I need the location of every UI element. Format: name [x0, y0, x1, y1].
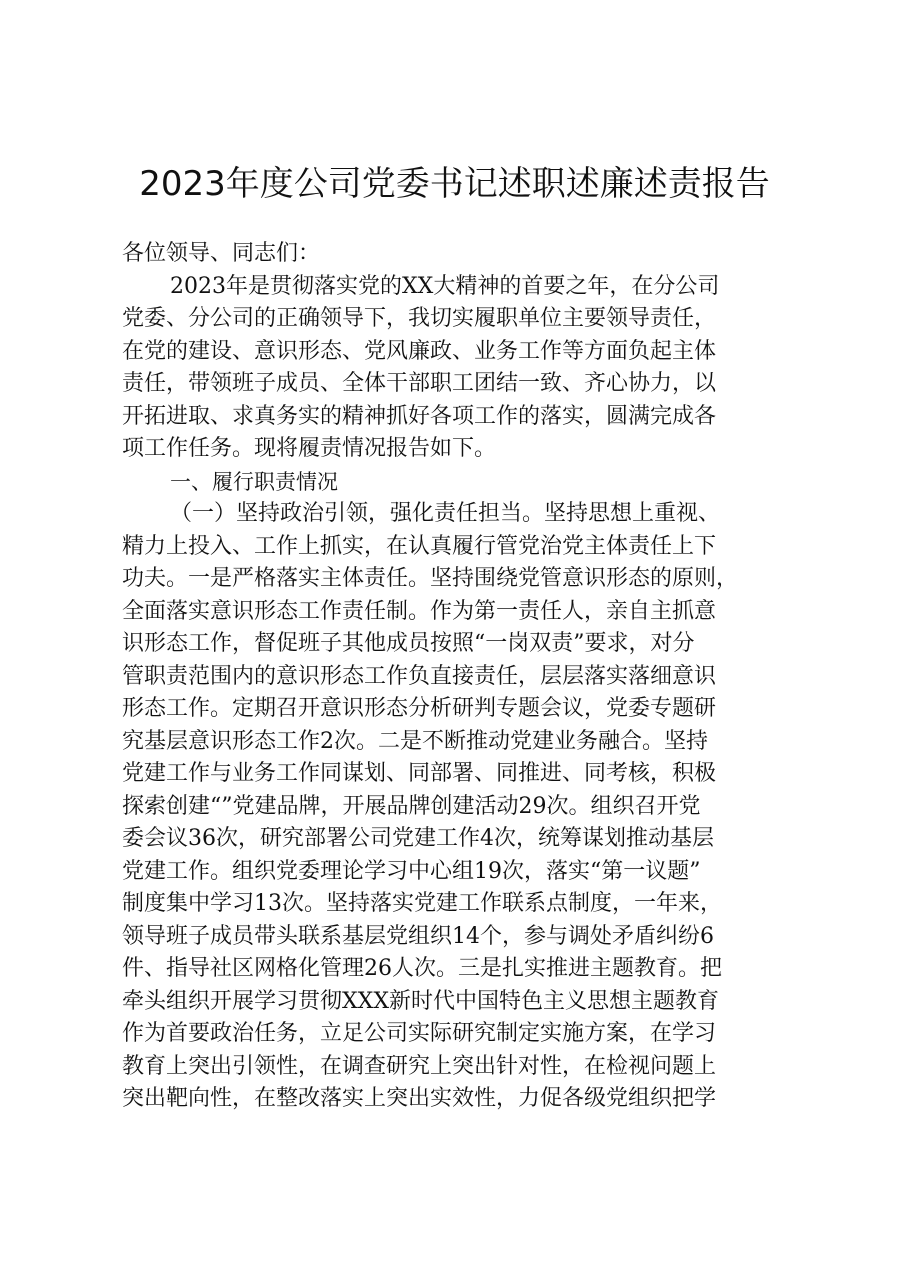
paragraph-line: 委会议36次，研究部署公司党建工作4次，统筹谋划推动基层	[122, 826, 714, 851]
paragraph-line: 制度集中学习13次。坚持落实党建工作联系点制度，一年来，	[122, 891, 722, 916]
paragraph-line: 项工作任务。现将履责情况报告如下。	[122, 436, 497, 461]
paragraph-line: 突出靶向性，在整改落实上突出实效性，力促各级党组织把学	[122, 1086, 717, 1111]
paragraph-line: 识形态工作，督促班子其他成员按照“一岗双责”要求，对分	[122, 631, 695, 656]
salutation: 各位领导、同志们：	[122, 241, 321, 266]
paragraph-line: 管职责范围内的意识形态工作负直接责任，层层落实落细意识	[122, 663, 717, 689]
paragraph-line: 全面落实意识形态工作责任制。作为第一责任人，亲自主抓意	[122, 598, 717, 624]
paragraph-line: 形态工作。定期召开意识形态分析研判专题会议，党委专题研	[122, 696, 717, 721]
paragraph-line: 究基层意识形态工作2次。二是不断推动党建业务融合。坚持	[122, 728, 708, 754]
paragraph-line: 党建工作与业务工作同谋划、同部署、同推进、同考核，积极	[122, 761, 717, 786]
paragraph-line: 责任，带领班子成员、全体干部职工团结一致、齐心协力，以	[122, 371, 717, 396]
paragraph-line: 作为首要政治任务，立足公司实际研究制定实施方案，在学习	[122, 1021, 717, 1046]
document-body	[122, 238, 802, 1116]
paragraph-line: 在党的建设、意识形态、党风廉政、业务工作等方面负起主体	[122, 338, 717, 364]
paragraph-line: 2023年是贯彻落实党的XX大精神的首要之年，在分公司	[170, 273, 720, 299]
section-heading: 一、履行职责情况	[170, 469, 338, 494]
paragraph-line: 党建工作。组织党委理论学习中心组19次，落实“第一议题”	[122, 858, 701, 884]
paragraph-line: 开拓进取、求真务实的精神抓好各项工作的落实，圆满完成各	[122, 403, 717, 429]
paragraph-line: 精力上投入、工作上抓实，在认真履行管党治党主体责任上下	[122, 533, 717, 559]
paragraph-line: 牵头组织开展学习贯彻XXX新时代中国特色主义思想主题教育	[122, 988, 719, 1014]
paragraph-line: 探索创建“”党建品牌，开展品牌创建活动29次。组织召开党	[122, 793, 701, 819]
document-title: 2023年度公司党委书记述职述廉述责报告	[139, 164, 770, 204]
paragraph-line: 件、指导社区网格化管理26人次。三是扎实推进主题教育。把	[122, 956, 722, 981]
paragraph-line: 教育上突出引领性，在调查研究上突出针对性，在检视问题上	[122, 1053, 717, 1079]
paragraph-line: 领导班子成员带头联系基层党组织14个，参与调处矛盾纠纷6	[122, 923, 714, 949]
subsection-first-line: （一）坚持政治引领，强化责任担当。坚持思想上重视、	[170, 501, 721, 526]
paragraph-line: 党委、分公司的正确领导下，我切实履职单位主要领导责任，	[122, 306, 717, 331]
paragraph-line: 功夫。一是严格落实主体责任。坚持围绕党管意识形态的原则，	[122, 566, 739, 591]
